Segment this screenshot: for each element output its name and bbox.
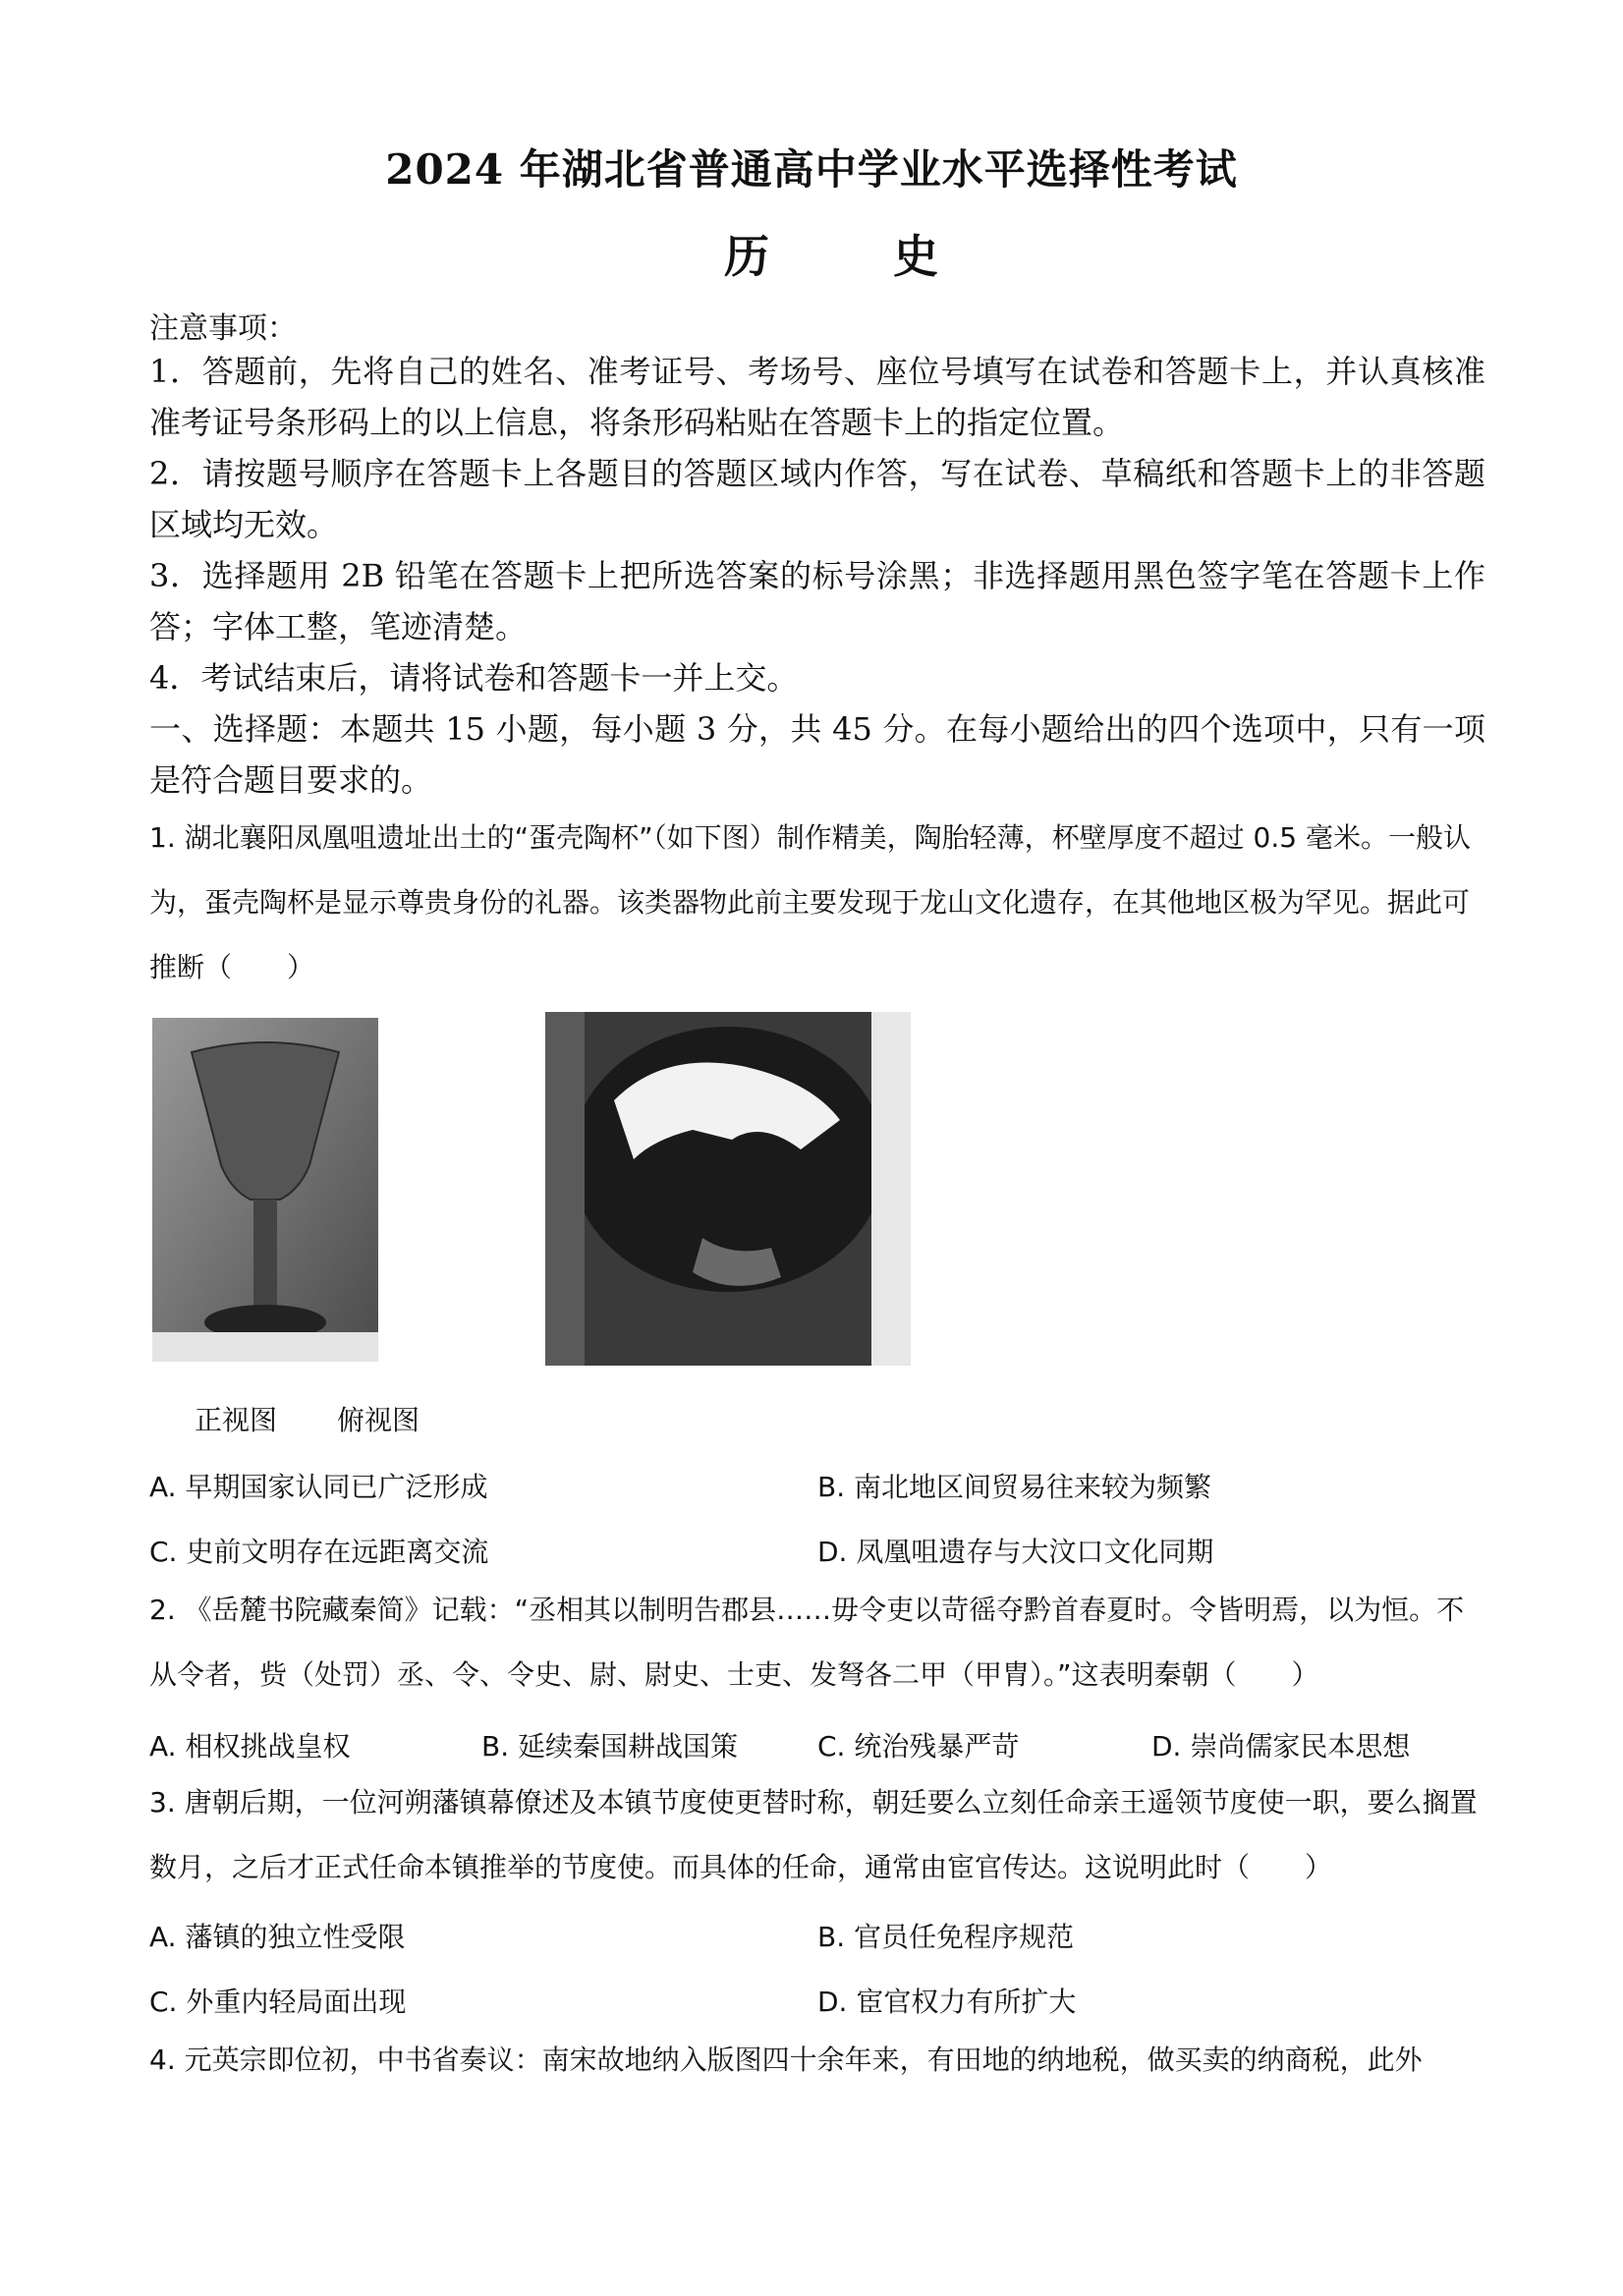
question-2-stem: 2. 《岳麓书院藏秦简》记载：“丞相其以制明告郡县……毋令吏以苛徭夺黔首春夏时。令皆明焉，以为恒。不从令者，赀（处罚）丞、令、令史、尉、尉史、士吏、发弩各二甲（甲胄）。”这表明秦朝（ ） — [149, 1594, 1465, 1691]
q1-option-c: C. 史前文明存在远距离交流 — [149, 1536, 489, 1568]
section-heading: 一、选择题：本题共 15 小题，每小题 3 分，共 45 分。在每小题给出的四个选项中，只有一项是符合题目要求的。 — [149, 710, 1485, 799]
q3-option-b: B. 官员任免程序规范 — [817, 1921, 1075, 1953]
exam-subject: 历 史 — [724, 230, 978, 283]
caption-front-view: 正视图 — [195, 1404, 278, 1436]
caption-top-view: 俯视图 — [337, 1404, 420, 1436]
question-4-stem: 4. 元英宗即位初，中书省奏议：南宋故地纳入版图四十余年来，有田地的纳地税，做买卖的纳商税，此外 — [149, 2044, 1423, 2076]
q1-option-b: B. 南北地区间贸易往来较为频繁 — [817, 1471, 1212, 1503]
q3-option-d: D. 宦官权力有所扩大 — [817, 1986, 1077, 2018]
eggshell-cup-front-photo — [152, 1018, 378, 1362]
eggshell-cup-top-photo — [545, 1012, 911, 1366]
eggshell-cup-top-image — [545, 1012, 911, 1366]
exam-title: 2024 年湖北省普通高中学业水平选择性考试 — [385, 145, 1238, 194]
q2-option-d: D. 崇尚儒家民本思想 — [1151, 1730, 1411, 1763]
eggshell-cup-front-image — [152, 1018, 378, 1362]
q2-option-a: A. 相权挑战皇权 — [149, 1730, 351, 1763]
notice-label: 注意事项： — [149, 311, 297, 346]
q3-option-a: A. 藩镇的独立性受限 — [149, 1921, 406, 1953]
question-1-stem: 1. 湖北襄阳凤凰咀遗址出土的“蛋壳陶杯”（如下图）制作精美，陶胎轻薄，杯壁厚度不超过 0.5 毫米。一般认为，蛋壳陶杯是显示尊贵身份的礼器。该类器物此前主要发现于龙山文化遗存，在其他地区极为罕见。据此可推断（ ） — [149, 821, 1471, 983]
q2-option-b: B. 延续秦国耕战国策 — [481, 1730, 739, 1763]
notice-item-4: 4．考试结束后，请将试卷和答题卡一并上交。 — [149, 659, 799, 697]
question-3-stem: 3. 唐朝后期，一位河朔藩镇幕僚述及本镇节度使更替时称，朝廷要么立刻任命亲王遥领节度使一职，要么搁置数月，之后才正式任命本镇推举的节度使。而具体的任命，通常由宦官传达。这说明此时（ ） — [149, 1786, 1478, 1883]
q3-option-c: C. 外重内轻局面出现 — [149, 1986, 407, 2018]
q2-option-c: C. 统治残暴严苛 — [817, 1730, 1020, 1763]
notice-item-3: 3．选择题用 2B 铅笔在答题卡上把所选答案的标号涂黑；非选择题用黑色签字笔在答题卡上作答；字体工整，笔迹清楚。 — [149, 557, 1485, 645]
notice-item-2: 2．请按题号顺序在答题卡上各题目的答题区域内作答，写在试卷、草稿纸和答题卡上的非答题区域均无效。 — [149, 455, 1485, 543]
q1-option-a: A. 早期国家认同已广泛形成 — [149, 1471, 488, 1503]
notice-item-1: 1．答题前，先将自己的姓名、准考证号、考场号、座位号填写在试卷和答题卡上，并认真核准准考证号条形码上的以上信息，将条形码粘贴在答题卡上的指定位置。 — [149, 353, 1485, 441]
q1-option-d: D. 凤凰咀遗存与大汶口文化同期 — [817, 1536, 1214, 1568]
